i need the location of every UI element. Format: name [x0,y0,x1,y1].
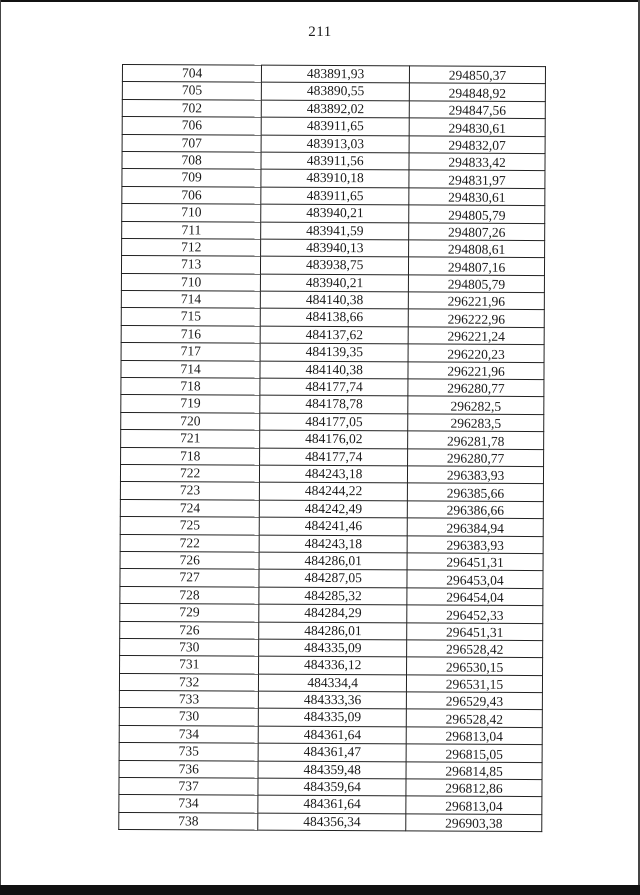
scan-border-bottom [0,885,640,895]
y-coordinate-cell: 296528,42 [407,640,543,658]
x-coordinate-cell: 484359,64 [258,778,406,796]
y-coordinate-cell: 296528,42 [406,709,542,727]
point-id-cell: 726 [120,621,259,639]
table-row [120,517,543,536]
y-coordinate-cell: 296282,5 [408,396,544,414]
table-row [121,360,544,379]
x-coordinate-cell: 484286,01 [259,552,407,570]
y-coordinate-cell: 296453,04 [407,570,543,588]
y-coordinate-cell: 296221,96 [408,362,544,380]
table-row [120,551,543,570]
point-id-cell: 716 [121,325,260,343]
x-coordinate-cell: 484361,64 [258,796,406,814]
y-coordinate-cell: 296281,78 [408,431,544,449]
point-id-cell: 726 [120,551,259,569]
y-coordinate-cell: 294847,56 [409,101,545,119]
y-coordinate-cell: 296383,93 [408,466,544,484]
y-coordinate-cell: 296283,5 [408,414,544,432]
x-coordinate-cell: 483941,59 [261,222,409,240]
table-row [120,586,543,605]
table-row [121,395,544,414]
x-coordinate-cell: 484242,49 [260,500,408,518]
table-row [120,482,543,501]
y-coordinate-cell: 296385,66 [407,483,543,501]
x-coordinate-cell: 484333,36 [259,691,407,709]
point-id-cell: 725 [120,517,259,535]
y-coordinate-cell: 296812,86 [406,779,542,797]
x-coordinate-cell: 484359,48 [258,761,406,779]
x-coordinate-cell: 483940,21 [261,274,409,292]
table-row [122,99,545,118]
x-coordinate-cell: 484284,29 [259,604,407,622]
x-coordinate-cell: 484178,78 [260,396,408,414]
table-row [122,238,545,257]
point-id-cell: 714 [121,291,260,309]
y-coordinate-cell: 294805,79 [409,205,545,223]
table-row [121,343,544,362]
point-id-cell: 730 [119,708,258,726]
table-row [122,134,545,153]
table-row [120,499,543,518]
point-id-cell: 730 [120,638,259,656]
x-coordinate-cell: 484137,62 [260,326,408,344]
table-row [119,795,542,814]
x-coordinate-cell: 484241,46 [260,517,408,535]
x-coordinate-cell: 484336,12 [259,656,407,674]
x-coordinate-cell: 484138,66 [261,309,409,327]
point-id-cell: 736 [119,760,258,778]
x-coordinate-cell: 484177,74 [260,448,408,466]
x-coordinate-cell: 484139,35 [260,343,408,361]
x-coordinate-cell: 483940,21 [261,204,409,222]
point-id-cell: 708 [122,151,261,169]
x-coordinate-cell: 484243,18 [260,465,408,483]
table-row [122,117,545,136]
table-row [120,638,543,657]
y-coordinate-cell: 294808,61 [409,240,545,258]
y-coordinate-cell: 296451,31 [407,553,543,571]
point-id-cell: 731 [120,656,259,674]
x-coordinate-cell: 484361,47 [258,743,406,761]
x-coordinate-cell: 484361,64 [259,726,407,744]
point-id-cell: 706 [122,186,261,204]
point-id-cell: 717 [121,343,260,361]
table-row [122,169,545,188]
y-coordinate-cell: 294830,61 [409,188,545,206]
table-row [121,308,544,327]
point-id-cell: 723 [120,482,259,500]
x-coordinate-cell: 483892,02 [262,100,410,118]
point-id-cell: 732 [119,673,258,691]
table-row [121,447,544,466]
point-id-cell: 720 [121,412,260,430]
y-coordinate-cell: 296531,15 [406,675,542,693]
x-coordinate-cell: 484177,74 [260,378,408,396]
point-id-cell: 709 [122,169,261,187]
y-coordinate-cell: 296383,93 [407,535,543,553]
y-coordinate-cell: 296815,05 [406,744,542,762]
point-id-cell: 710 [121,273,260,291]
point-id-cell: 721 [121,430,260,448]
y-coordinate-cell: 296814,85 [406,762,542,780]
table-row [122,151,545,170]
y-coordinate-cell: 296454,04 [407,588,543,606]
table-row [121,412,544,431]
point-id-cell: 737 [119,778,258,796]
y-coordinate-cell: 296530,15 [407,657,543,675]
x-coordinate-cell: 483938,75 [261,256,409,274]
point-id-cell: 719 [121,395,260,413]
y-coordinate-cell: 294807,16 [409,257,545,275]
y-coordinate-cell: 294807,26 [409,222,545,240]
table-row [119,708,542,727]
point-id-cell: 713 [121,256,260,274]
x-coordinate-cell: 483890,55 [262,83,410,101]
point-id-cell: 733 [119,691,258,709]
point-id-cell: 714 [121,360,260,378]
table-row [120,534,543,553]
y-coordinate-cell: 296220,23 [408,344,544,362]
x-coordinate-cell: 484356,34 [258,813,406,831]
point-id-cell: 718 [121,378,260,396]
point-id-cell: 715 [121,308,260,326]
table-row [122,221,545,240]
point-id-cell: 712 [122,238,261,256]
y-coordinate-cell: 294848,92 [409,83,545,101]
x-coordinate-cell: 484140,38 [261,291,409,309]
y-coordinate-cell: 296813,04 [406,796,542,814]
table-row [122,65,545,84]
x-coordinate-cell: 483911,65 [261,187,409,205]
x-coordinate-cell: 484286,01 [259,622,407,640]
point-id-cell: 705 [122,82,261,100]
table-row [121,430,544,449]
y-coordinate-cell: 294831,97 [409,170,545,188]
y-coordinate-cell: 296813,04 [406,727,542,745]
y-coordinate-cell: 296451,31 [407,622,543,640]
table-row [122,204,545,223]
y-coordinate-cell: 296903,38 [406,814,542,832]
y-coordinate-cell: 296280,77 [408,448,544,466]
coordinates-table [118,64,546,832]
y-coordinate-cell: 294850,37 [409,66,545,84]
y-coordinate-cell: 296384,94 [407,518,543,536]
x-coordinate-cell: 483913,03 [261,135,409,153]
point-id-cell: 734 [119,725,258,743]
x-coordinate-cell: 484285,32 [259,587,407,605]
table-row [121,378,544,397]
x-coordinate-cell: 483911,65 [261,117,409,135]
point-id-cell: 706 [122,117,261,135]
y-coordinate-cell: 294830,61 [409,118,545,136]
x-coordinate-cell: 484287,05 [259,570,407,588]
point-id-cell: 704 [122,65,261,83]
table-row [121,256,544,275]
point-id-cell: 707 [122,134,261,152]
point-id-cell: 728 [120,586,259,604]
table-row [121,291,544,310]
point-id-cell: 727 [120,569,259,587]
table-row [120,656,543,675]
table-row [119,725,542,744]
table-row [122,82,545,101]
table-row [119,673,542,692]
point-id-cell: 702 [122,99,261,117]
point-id-cell: 722 [120,464,259,482]
table-row [121,273,544,292]
y-coordinate-cell: 296529,43 [406,692,542,710]
x-coordinate-cell: 484244,22 [260,483,408,501]
point-id-cell: 711 [122,221,261,239]
table-row [120,604,543,623]
y-coordinate-cell: 296280,77 [408,379,544,397]
y-coordinate-cell: 294832,07 [409,135,545,153]
table-row [122,186,545,205]
point-id-cell: 724 [120,499,259,517]
x-coordinate-cell: 483910,18 [261,170,409,188]
coordinates-table-body [119,65,546,832]
table-row [119,778,542,797]
y-coordinate-cell: 296221,96 [408,292,544,310]
point-id-cell: 738 [119,812,258,830]
point-id-cell: 734 [119,795,258,813]
table-row [119,743,542,762]
y-coordinate-cell: 296452,33 [407,605,543,623]
table-row [121,325,544,344]
table-row [120,621,543,640]
table-row [119,691,542,710]
x-coordinate-cell: 484335,09 [259,709,407,727]
x-coordinate-cell: 483940,13 [261,239,409,257]
scan-border-left [0,0,1,895]
point-id-cell: 718 [121,447,260,465]
point-id-cell: 735 [119,743,258,761]
y-coordinate-cell: 296221,24 [408,327,544,345]
y-coordinate-cell: 294805,79 [408,275,544,293]
y-coordinate-cell: 294833,42 [409,153,545,171]
table-row [120,569,543,588]
y-coordinate-cell: 296386,66 [407,501,543,519]
y-coordinate-cell: 296222,96 [408,309,544,327]
x-coordinate-cell: 484243,18 [259,535,407,553]
point-id-cell: 710 [122,204,261,222]
x-coordinate-cell: 484140,38 [260,361,408,379]
x-coordinate-cell: 484334,4 [259,674,407,692]
x-coordinate-cell: 484335,09 [259,639,407,657]
x-coordinate-cell: 484177,05 [260,413,408,431]
scan-border-top [0,0,640,2]
point-id-cell: 729 [120,604,259,622]
x-coordinate-cell: 483911,56 [261,152,409,170]
x-coordinate-cell: 483891,93 [262,65,410,83]
table-row [119,760,542,779]
table-row [119,812,542,831]
point-id-cell: 722 [120,534,259,552]
table-row [120,464,543,483]
x-coordinate-cell: 484176,02 [260,430,408,448]
page-number: 211 [308,24,332,40]
